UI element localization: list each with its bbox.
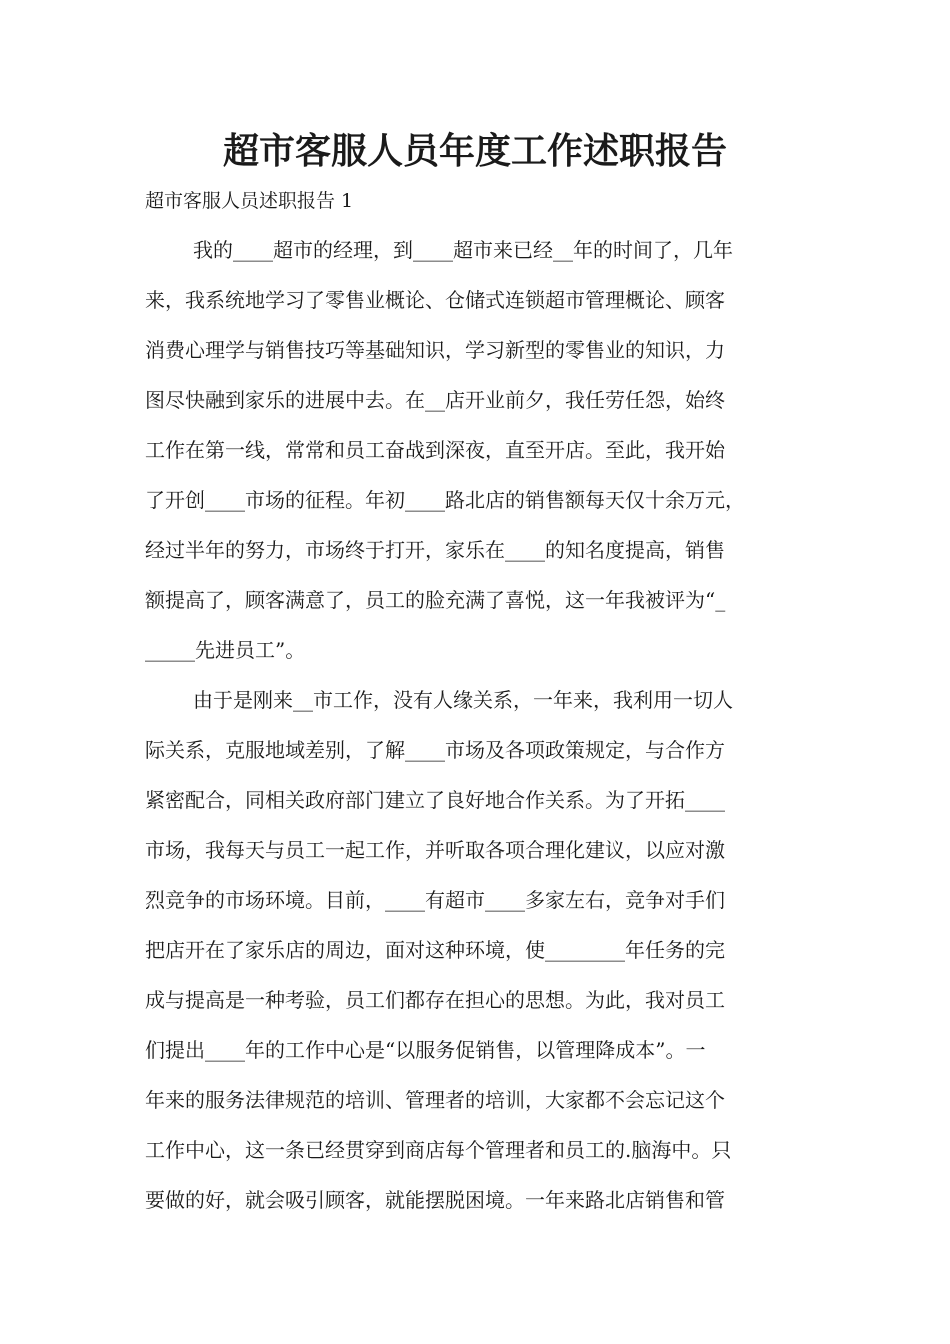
text-line: 烈竞争的市场环境。目前，____有超市____多家左右，竞争对手们 <box>145 888 725 912</box>
text-line: 年来的服务法律规范的培训、管理者的培训，大家都不会忘记这个 <box>145 1088 725 1112</box>
text-line: 工作在第一线，常常和员工奋战到深夜，直至开店。至此，我开始 <box>145 438 725 462</box>
text-line: 我的____超市的经理，到____超市来已经__年的时间了，几年 <box>193 238 733 262</box>
text-line: 际关系，克服地域差别，了解____市场及各项政策规定，与合作方 <box>145 738 725 762</box>
text-line: 由于是刚来__市工作，没有人缘关系，一年来，我利用一切人 <box>193 688 733 712</box>
text-line: 了开创____市场的征程。年初____路北店的销售额每天仅十余万元， <box>145 488 745 512</box>
text-line: 要做的好，就会吸引顾客，就能摆脱困境。一年来路北店销售和管 <box>145 1188 725 1212</box>
text-line: _____先进员工”。 <box>145 638 306 662</box>
text-line: 图尽快融到家乐的进展中去。在__店开业前夕，我任劳任怨，始终 <box>145 388 725 412</box>
text-line: 成与提高是一种考验，员工们都存在担心的思想。为此，我对员工 <box>145 988 725 1012</box>
text-line: 工作中心，这一条已经贯穿到商店每个管理者和员工的.脑海中。只 <box>145 1138 732 1162</box>
text-line: 们提出____年的工作中心是“以服务促销售，以管理降成本”。一 <box>145 1038 706 1062</box>
text-line: 来，我系统地学习了零售业概论、仓储式连锁超市管理概论、顾客 <box>145 288 725 312</box>
document-title: 超市客服人员年度工作述职报告 <box>222 131 727 172</box>
document-subtitle: 超市客服人员述职报告 1 <box>145 190 354 212</box>
text-line: 经过半年的努力，市场终于打开，家乐在____的知名度提高，销售 <box>145 538 725 562</box>
text-line: 市场，我每天与员工一起工作，并听取各项合理化建议，以应对激 <box>145 838 725 862</box>
text-line: 额提高了，顾客满意了，员工的脸充满了喜悦，这一年我被评为“_ <box>145 588 726 612</box>
text-line: 紧密配合，同相关政府部门建立了良好地合作关系。为了开拓____ <box>145 788 725 812</box>
text-line: 消费心理学与销售技巧等基础知识，学习新型的零售业的知识，力 <box>145 338 725 362</box>
text-line: 把店开在了家乐店的周边，面对这种环境，使________年任务的完 <box>145 938 725 962</box>
